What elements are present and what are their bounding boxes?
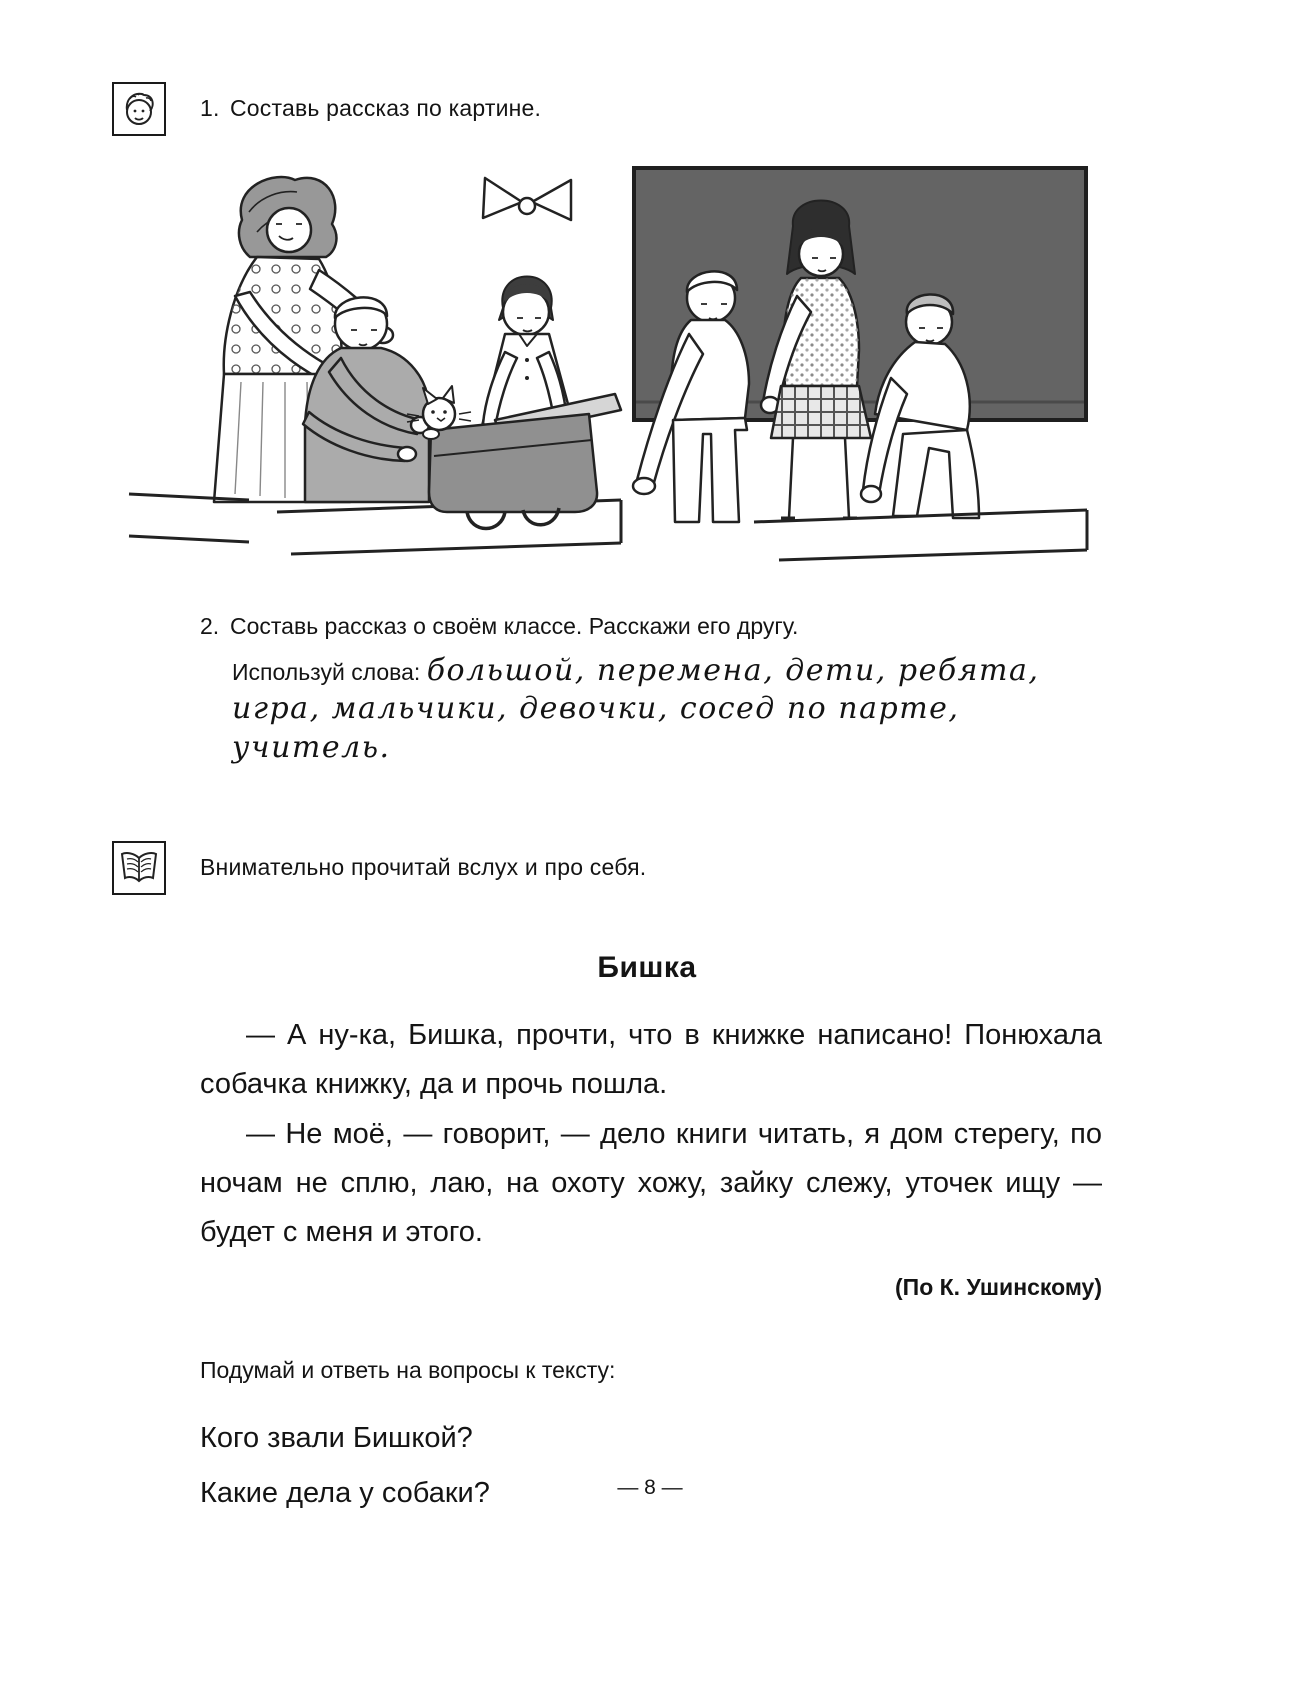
task-1 [112,82,1182,136]
girl-with-bow [481,178,575,430]
task-2-number: 2. [200,613,220,639]
story-attribution: (По К. Ушинскому) [895,1273,1102,1300]
reading-instruction-row [112,841,1182,895]
task-2 [112,613,1182,767]
task-1-number: 1. [200,95,220,121]
classroom-illustration [128,162,1100,567]
story-title: Бишка [597,951,697,985]
use-words-line [232,652,1114,767]
task-1-text: Составь рассказ по картине. [230,95,542,121]
questions-intro: Подумай и ответь на вопросы к тексту: [200,1356,616,1383]
question-2: Какие дела у собаки? [200,1476,490,1509]
story-paragraph-2: — Не моё, — говорит, — дело книги читать, я дом стерегу, по ночам не сплю, лаю, на охоту хожу, зайку слежу, уточек ищу — будет с меня и этого. [200,1117,1102,1249]
use-words-script: большой, перемена, дети, ребята, игра, мальчики, девочки, сосед по парте, учитель. [232,653,1040,765]
use-words-label: Используй слова: [232,659,421,685]
speaking-child-icon-glyph [117,87,161,131]
open-book-icon [112,841,166,895]
story-paragraph-1: — А ну-ка, Бишка, прочти, что в книжке написано! Понюхала собачка книжку, да и прочь пошла. [200,1019,1102,1101]
open-book-icon-glyph [117,846,161,890]
reading-instruction: Внимательно прочитай вслух и про себя. [200,854,647,881]
page-number: — 8 — [617,1476,683,1499]
task-2-text: Составь рассказ о своём классе. Расскажи его другу. [230,613,799,639]
speaking-child-icon [112,82,166,136]
desk-right [754,510,1087,560]
task-2-instruction [200,613,1182,640]
question-1: Кого звали Бишкой? [200,1421,473,1454]
task-1-instruction [200,95,541,122]
story-text [200,1011,1102,1307]
